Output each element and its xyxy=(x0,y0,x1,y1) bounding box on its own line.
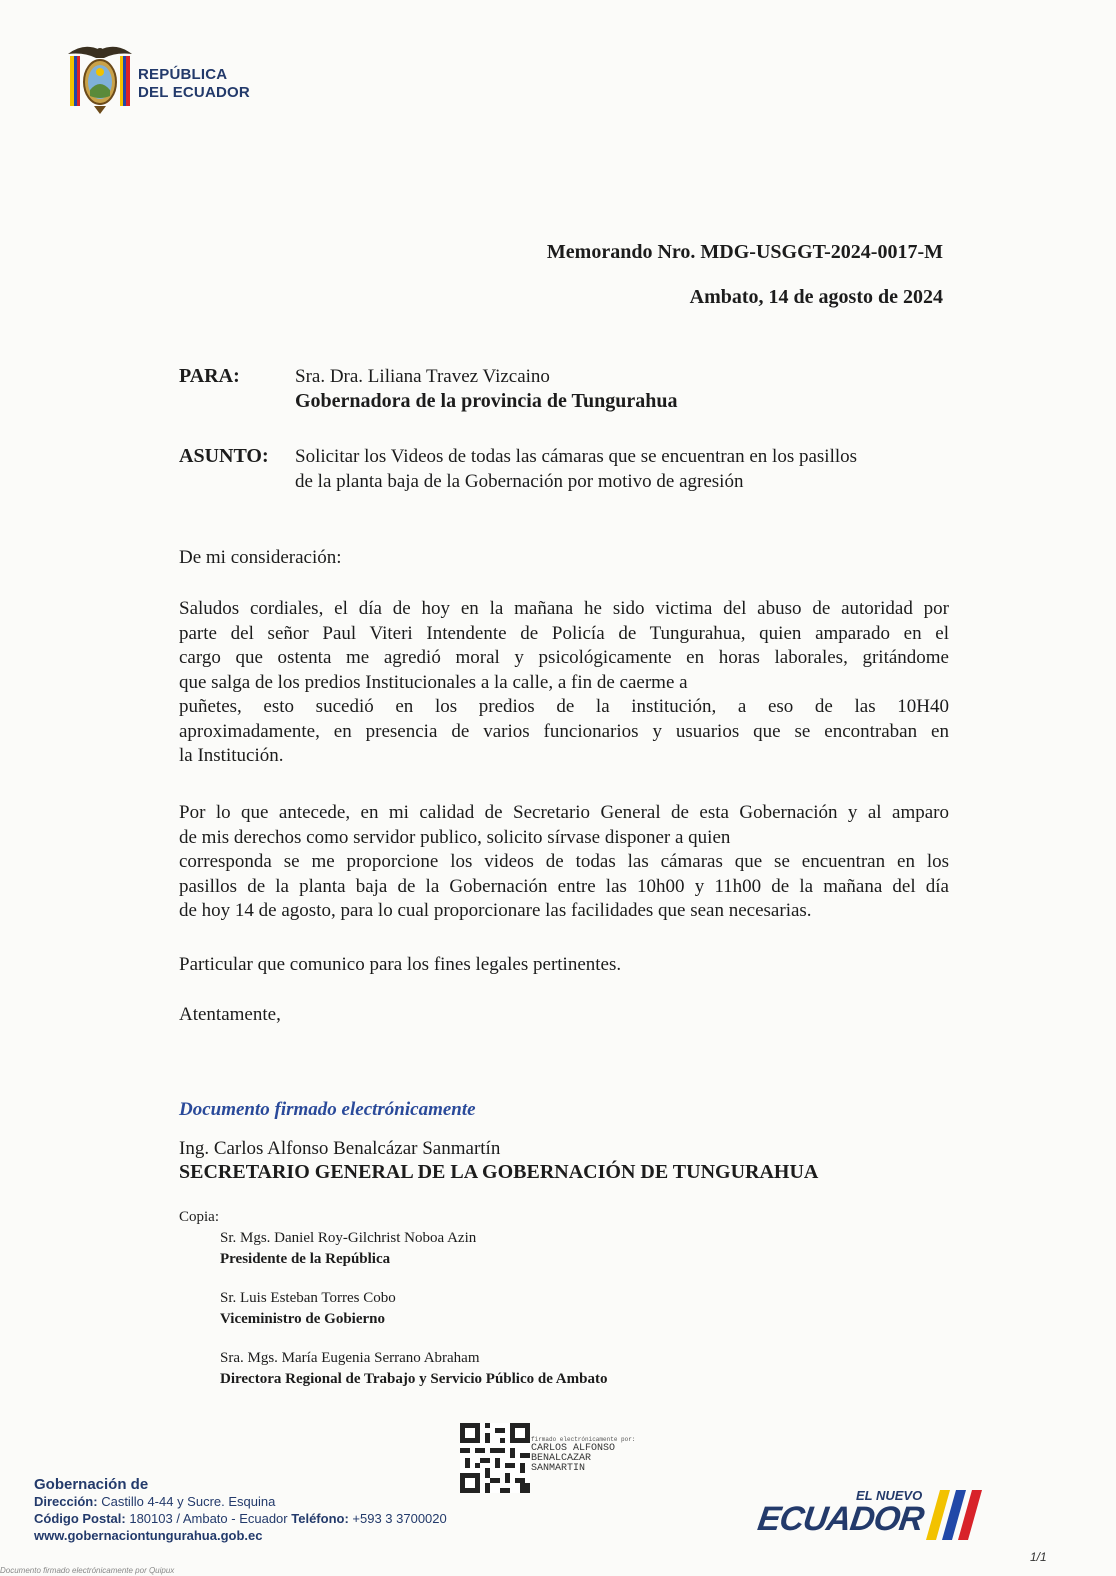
body-line: Por lo que antecede, en mi calidad de Secretario General de esta Gobernación y al amparo xyxy=(179,802,949,823)
greeting: De mi consideración: xyxy=(179,547,342,568)
body-paragraph-3: Particular que comunico para los fines legales pertinentes. xyxy=(179,954,622,975)
asunto-label: ASUNTO: xyxy=(179,445,269,467)
stamp-line: CARLOS ALFONSO xyxy=(531,1443,616,1454)
copy-recipient xyxy=(220,1228,476,1270)
footer-contact xyxy=(34,1476,447,1544)
stamp-line: BENALCAZAR xyxy=(531,1453,592,1464)
body-line: puñetes, esto sucedió en los predios de la institución, a eso de las 10H40 xyxy=(179,696,949,717)
signed-electronically-note: Documento firmado electrónicamente xyxy=(179,1099,476,1120)
flag-stripes-icon xyxy=(926,1490,986,1540)
stamp-line: SANMARTIN xyxy=(531,1463,586,1474)
stamp-caption: firmado electrónicamente por: xyxy=(531,1436,636,1443)
signer-role: SECRETARIO GENERAL DE LA GOBERNACIÓN DE TUNGURAHUA xyxy=(179,1161,819,1183)
postal-value: 180103 / Ambato - Ecuador xyxy=(129,1511,288,1526)
qr-code xyxy=(460,1423,530,1493)
el-nuevo-ecuador-logo xyxy=(755,1486,988,1546)
brand-big-text: ECUADOR xyxy=(755,1500,926,1538)
body-line: cargo que ostenta me agredió moral y psicológicamente en horas laborales, gritándome xyxy=(179,647,949,668)
body-paragraph-1 xyxy=(179,597,949,769)
copy-recipient xyxy=(220,1348,607,1390)
memo-date: Ambato, 14 de agosto de 2024 xyxy=(689,286,943,308)
copy-name: Sra. Mgs. María Eugenia Serrano Abraham xyxy=(220,1350,480,1366)
footer-address xyxy=(34,1493,447,1510)
copy-name: Sr. Luis Esteban Torres Cobo xyxy=(220,1290,396,1306)
asunto-content xyxy=(295,444,955,494)
copy-name: Sr. Mgs. Daniel Roy-Gilchrist Noboa Azin xyxy=(220,1230,477,1246)
body-line: aproximadamente, en presencia de varios funcionarios y usuarios que se encontraban en xyxy=(179,720,949,742)
postal-label: Código Postal: xyxy=(34,1511,126,1526)
copy-role: Presidente de la República xyxy=(220,1251,391,1267)
body-line: parte del señor Paul Viteri Intendente de Policía de Tungurahua, quien amparado en el xyxy=(179,622,949,644)
copy-recipient xyxy=(220,1288,396,1330)
brand-small-text: EL NUEVO xyxy=(856,1488,923,1503)
body-line: que salga de los predios Institucionales a la calle, a fin de caerme a xyxy=(179,671,688,693)
closing: Atentamente, xyxy=(179,1004,281,1025)
body-line: corresponda se me proporcione los videos de todas las cámaras que se encuentran en los xyxy=(179,851,949,872)
copy-role: Directora Regional de Trabajo y Servicio Público de Ambato xyxy=(220,1371,608,1387)
recipient-name: Sra. Dra. Liliana Travez Vizcaino xyxy=(295,366,550,387)
para-label: PARA: xyxy=(179,365,240,387)
asunto-line2: de la planta baja de la Gobernación por motivo de agresión xyxy=(295,471,744,492)
signer-name: Ing. Carlos Alfonso Benalcázar Sanmartín xyxy=(179,1138,501,1159)
body-line: la Institución. xyxy=(179,745,284,766)
body-line: Saludos cordiales, el día de hoy en la mañana he sido victima del abuso de autoridad por xyxy=(179,598,949,619)
body-line: de hoy 14 de agosto, para lo cual proporcionare las facilidades que sean necesarias. xyxy=(179,900,812,921)
asunto-row xyxy=(179,444,949,499)
stamp-name xyxy=(531,1444,615,1474)
copy-label: Copia: xyxy=(179,1209,219,1225)
page-number: 1/1 xyxy=(1030,1550,1047,1564)
copy-role: Viceministro de Gobierno xyxy=(220,1311,385,1327)
asunto-line1: Solicitar los Videos de todas las cámaras que se encuentran en los pasillos xyxy=(295,446,858,467)
coat-of-arms-logo xyxy=(64,40,136,120)
logo-text xyxy=(138,66,250,102)
footer-org: Gobernación de xyxy=(34,1476,149,1493)
footer-website[interactable]: www.gobernaciontungurahua.gob.ec xyxy=(34,1528,263,1543)
footer-postal xyxy=(34,1510,447,1527)
address-value: Castillo 4-44 y Sucre. Esquina xyxy=(101,1494,276,1509)
recipient-title: Gobernadora de la provincia de Tungurahua xyxy=(295,390,678,412)
phone-value: +593 3 3700020 xyxy=(352,1511,447,1526)
para-row xyxy=(179,364,939,419)
memo-number: Memorando Nro. MDG-USGGT-2024-0017-M xyxy=(546,241,943,263)
logo-line2: DEL ECUADOR xyxy=(138,84,250,101)
logo-line1: REPÚBLICA xyxy=(138,66,228,83)
body-paragraph-2 xyxy=(179,801,949,924)
body-line: de mis derechos como servidor publico, solicito sírvase disponer a quien xyxy=(179,826,731,848)
body-line: pasillos de la planta baja de la Gobernación entre las 10h00 y 11h00 de la mañana del día xyxy=(179,875,949,897)
para-content xyxy=(295,364,935,414)
bottom-note: Documento firmado electrónicamente por Quipux xyxy=(0,1566,175,1575)
phone-label: Teléfono: xyxy=(291,1511,349,1526)
address-label: Dirección: xyxy=(34,1494,98,1509)
